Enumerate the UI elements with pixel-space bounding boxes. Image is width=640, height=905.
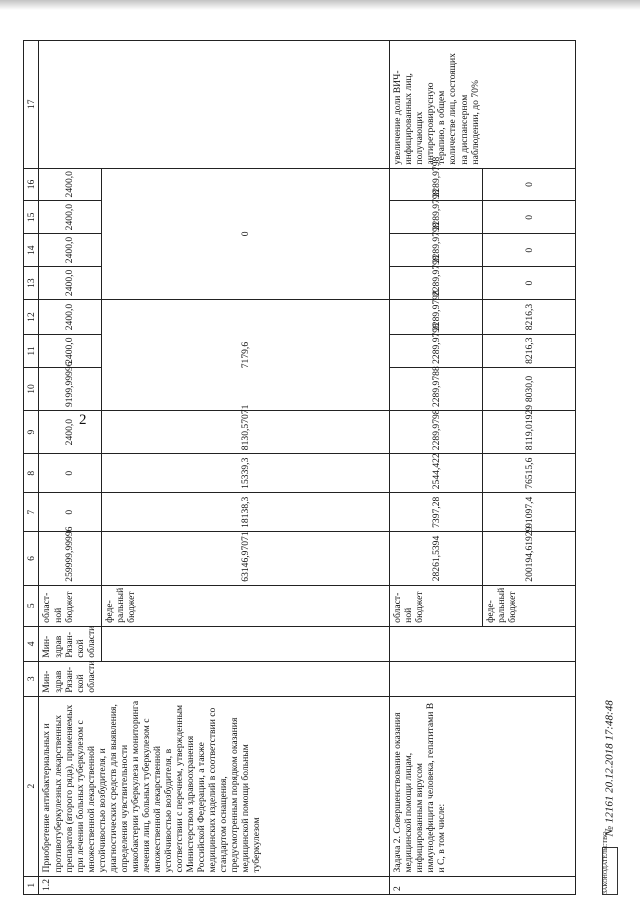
value-cell: 8030,0: [483, 367, 576, 410]
value-cell-merged: 0: [101, 168, 390, 300]
value-cell: 2289,9798: [390, 300, 483, 335]
source-cell: феде-ральный бюджет: [483, 585, 576, 626]
value-cell: 7397,28: [390, 493, 483, 532]
value-cell: 8119,01929: [483, 411, 576, 454]
value-cell: 0: [483, 267, 576, 300]
header-cell: 8: [24, 454, 39, 493]
value-cell: 2289,9788: [390, 367, 483, 410]
value-cell: 8216,3: [483, 300, 576, 335]
value-cell: 15339,3: [101, 454, 390, 493]
participant-cell: [101, 626, 390, 661]
header-cell: 17: [24, 41, 39, 169]
source-cell: феде-ральный бюджет: [101, 585, 390, 626]
document-number: № 12161 20.12.2018 17:48:48: [603, 700, 616, 837]
value-cell: 2400,0: [39, 267, 101, 300]
value-cell: 2289,9798: [390, 335, 483, 368]
executor-cell: Мин-здрав Рязан-ской области: [39, 661, 390, 696]
value-cell: 91097,4: [483, 493, 576, 532]
table-row: [39, 41, 101, 895]
executor-cell: [390, 661, 576, 696]
budget-table-container: [23, 40, 576, 895]
page-number: 2: [79, 412, 87, 428]
value-cell: 2400,0: [39, 201, 101, 234]
header-row: [24, 41, 39, 895]
indicator-cell: увеличение доли ВИЧ-инфицированных лиц, получающих антиретровирусную терапию, в общем количестве лиц, состоящих на диспансерном наблюдении, до 70%: [390, 41, 576, 169]
stamp-logo: ЗАКОНОДАТЕЛЬСТВО: [602, 847, 618, 895]
header-cell: 1: [24, 876, 39, 894]
value-cell: 2289,9798: [390, 168, 483, 201]
value-cell: 18138,3: [101, 493, 390, 532]
table-row: [390, 41, 483, 895]
value-cell: 28261,5394: [390, 532, 483, 585]
value-cell: 0: [483, 234, 576, 267]
header-cell: 2: [24, 696, 39, 876]
scan-edge: [0, 0, 640, 10]
value-cell: 8130,57071: [101, 411, 390, 454]
header-cell: 13: [24, 267, 39, 300]
value-cell: 200194,61929: [483, 532, 576, 585]
value-cell: 2289,9798: [390, 201, 483, 234]
value-cell: 0: [39, 493, 101, 532]
header-cell: 3: [24, 661, 39, 696]
value-cell: 2544,422: [390, 454, 483, 493]
source-cell: област-ной бюджет: [39, 585, 101, 626]
header-cell: 6: [24, 532, 39, 585]
value-cell: 0: [483, 168, 576, 201]
value-cell: 63146,97071: [101, 532, 390, 585]
value-cell: 2400,0: [39, 411, 101, 454]
row-description: Приобретение антибактериальных и противотуберкулезных лекарственных препаратов (второго ряда), применяемых при лечении больных туберкулезом с множественной лекарственной устойчивостью возбудителя, и диагностических средств для выявления, определения чувствительности микобактерии туберкулеза и мониторинга лечения лиц, больных туберкулезом с множественной лекарственной устойчивостью возбудителя, в соответствии с перечнем, утвержденным Министерством здравоохранения Российской Федерации, а также медицинских изделий в соответствии со стандартом оснащения, предусмотренным порядком оказания медицинской помощи больным туберкулезом: [39, 696, 390, 876]
value-cell: 2400,0: [39, 335, 101, 368]
row-number: 2: [390, 876, 576, 894]
indicator-cell: [39, 41, 390, 169]
source-cell: област-ной бюджет: [390, 585, 483, 626]
header-cell: 14: [24, 234, 39, 267]
value-cell: 2400,0: [39, 300, 101, 335]
participant-cell: [390, 626, 576, 661]
header-cell: 16: [24, 168, 39, 201]
header-cell: 5: [24, 585, 39, 626]
header-cell: 10: [24, 367, 39, 410]
value-cell: 2400,0: [39, 234, 101, 267]
header-cell: 4: [24, 626, 39, 661]
header-cell: 11: [24, 335, 39, 368]
document-footer: [602, 700, 618, 895]
header-cell: 7: [24, 493, 39, 532]
value-cell: 76515,6: [483, 454, 576, 493]
value-cell: 0: [39, 454, 101, 493]
value-cell: 9199,99996: [39, 367, 101, 410]
header-cell: 15: [24, 201, 39, 234]
value-cell: 259999,99996: [39, 532, 101, 585]
value-cell: 2289,9798: [390, 234, 483, 267]
value-cell: 8216,3: [483, 335, 576, 368]
row-number: 1.2: [39, 876, 390, 894]
value-cell: 2400,0: [39, 168, 101, 201]
header-cell: 9: [24, 411, 39, 454]
value-cell-merged: 7179,6: [101, 300, 390, 411]
value-cell: 2289,9798: [390, 411, 483, 454]
row-description: Задача 2. Совершенствование оказания медицинской помощи лицам, инфицированным вирусом иммунодефицита человека, гепатитами В и С, в том числе:: [390, 696, 576, 876]
value-cell: 2289,9798: [390, 267, 483, 300]
participant-cell: Мин-здрав Рязан-ской области: [39, 626, 101, 661]
header-cell: 12: [24, 300, 39, 335]
value-cell: 0: [483, 201, 576, 234]
budget-table: [23, 40, 576, 895]
